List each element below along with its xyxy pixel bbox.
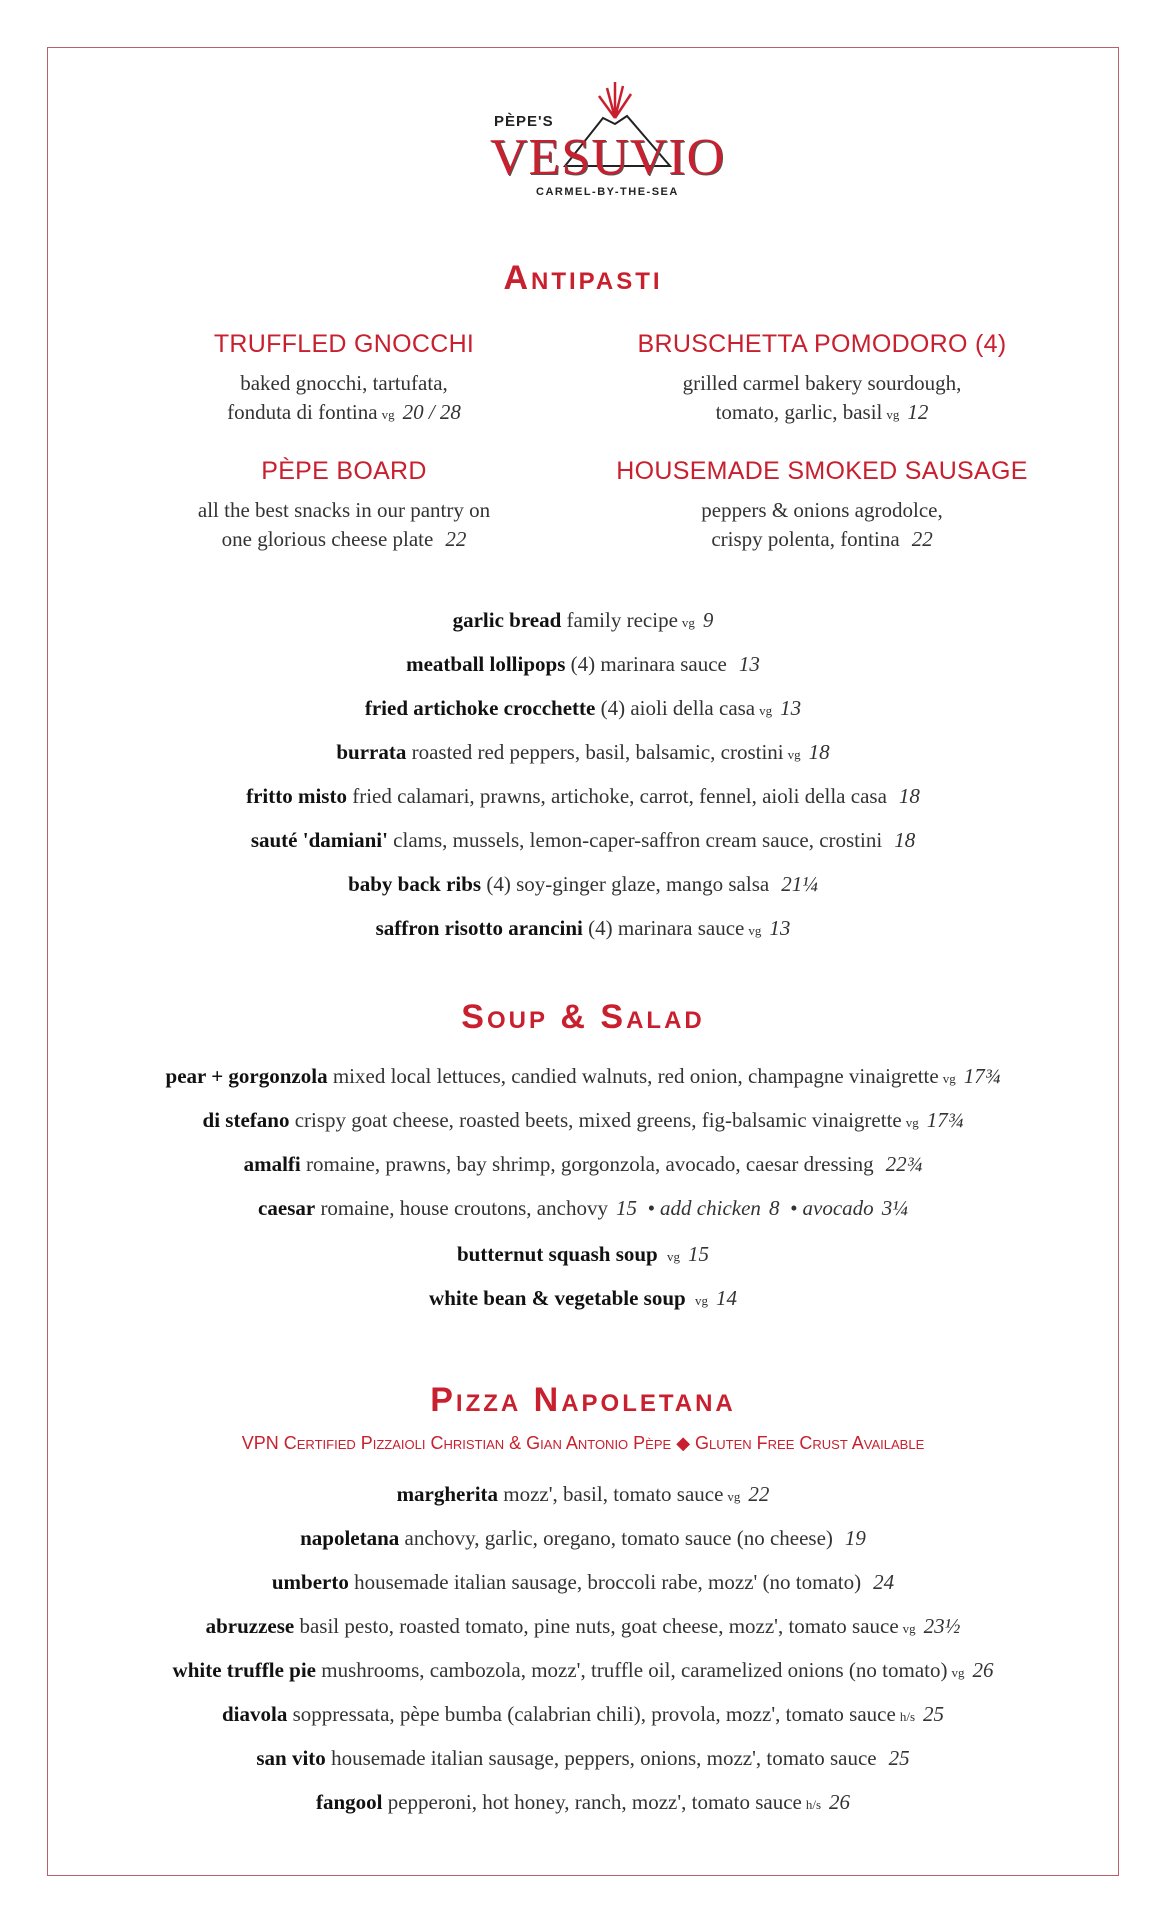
menu-item: fritto misto fried calamari, prawns, artichoke, carrot, fennel, aioli della casa 18: [246, 784, 920, 808]
menu-item: margherita mozz', basil, tomato sauce vg 22: [396, 1482, 770, 1506]
menu-item-caesar: caesar romaine, house croutons, anchovy 15 • add chicken 8 • avocado 3¼: [258, 1196, 908, 1220]
brand-top: PÈPE'S: [494, 113, 554, 130]
menu-item: amalfi romaine, prawns, bay shrimp, gorgonzola, avocado, caesar dressing 22¾: [243, 1152, 923, 1176]
feature-desc: peppers & onions agrodolce, crispy polenta, fontina 22: [701, 498, 943, 551]
menu-item: umberto housemade italian sausage, broccoli rabe, mozz' (no tomato) 24: [271, 1570, 895, 1594]
menu-item: baby back ribs (4) soy-ginger glaze, mango salsa 21¼: [348, 872, 818, 896]
feature-desc: all the best snacks in our pantry on one glorious cheese plate 22: [197, 498, 491, 551]
menu-item: fangool pepperoni, hot honey, ranch, mozz', tomato sauce h/s 26: [315, 1790, 851, 1814]
menu-item: meatball lollipops (4) marinara sauce 13: [406, 652, 760, 676]
feature-desc: baked gnocchi, tartufata, fonduta di fontina vg 20 / 28: [227, 371, 461, 424]
feature-smoked-sausage: [612, 457, 1032, 556]
antipasti-title: Antipasti: [503, 259, 663, 297]
feature-name: TRUFFLED GNOCCHI: [213, 330, 475, 358]
menu-item: fried artichoke crocchette (4) aioli della casa vg 13: [364, 696, 802, 720]
menu-item: white truffle pie mushrooms, cambozola, mozz', truffle oil, caramelized onions (no tomato) vg 26: [172, 1658, 994, 1682]
feature-pepe-board: [134, 457, 554, 556]
menu-item: pear + gorgonzola mixed local lettuces, candied walnuts, red onion, champagne vinaigrette vg 17¾: [165, 1064, 1001, 1088]
feature-name: BRUSCHETTA POMODORO (4): [637, 330, 1007, 358]
brand-sub: CARMEL-BY-THE-SEA: [536, 186, 679, 198]
menu-item: sauté 'damiani' clams, mussels, lemon-caper-saffron cream sauce, crostini 18: [250, 828, 916, 852]
menu-item: saffron risotto arancini (4) marinara sauce vg 13: [375, 916, 791, 940]
menu-item: garlic bread family recipe vg 9: [452, 608, 714, 632]
menu-item: abruzzese basil pesto, roasted tomato, pine nuts, goat cheese, mozz', tomato sauce vg 23½: [205, 1614, 961, 1638]
menu-border: [47, 47, 1119, 1876]
feature-desc: grilled carmel bakery sourdough, tomato, garlic, basil vg 12: [682, 371, 962, 424]
vesuvio-logo: [0, 78, 1166, 208]
feature-truffled-gnocchi: [134, 330, 554, 429]
pizza-subtitle: VPN Certified Pizzaioli Christian & Gian Antonio Pèpe ◆ Gluten Free Crust Available: [241, 1433, 925, 1453]
soup-salad-title: Soup & Salad: [461, 998, 705, 1036]
menu-item: diavola soppressata, pèpe bumba (calabrian chili), provola, mozz', tomato sauce h/s 25: [221, 1702, 944, 1726]
feature-bruschetta: [612, 330, 1032, 429]
pizza-title: Pizza Napoletana: [430, 1381, 736, 1419]
menu-item: san vito housemade italian sausage, peppers, onions, mozz', tomato sauce 25: [256, 1746, 910, 1770]
feature-name: HOUSEMADE SMOKED SAUSAGE: [616, 457, 1028, 485]
menu-item: burrata roasted red peppers, basil, balsamic, crostini vg 18: [336, 740, 830, 764]
brand-main: VESUVIO: [490, 129, 726, 186]
menu-item: napoletana anchovy, garlic, oregano, tomato sauce (no cheese) 19: [300, 1526, 866, 1550]
menu-item: di stefano crispy goat cheese, roasted beets, mixed greens, fig-balsamic vinaigrette vg 17¾: [202, 1108, 964, 1132]
feature-name: PÈPE BOARD: [261, 457, 427, 485]
menu-item: white bean & vegetable soup vg 14: [429, 1286, 737, 1310]
menu-item: butternut squash soup vg 15: [456, 1242, 709, 1266]
